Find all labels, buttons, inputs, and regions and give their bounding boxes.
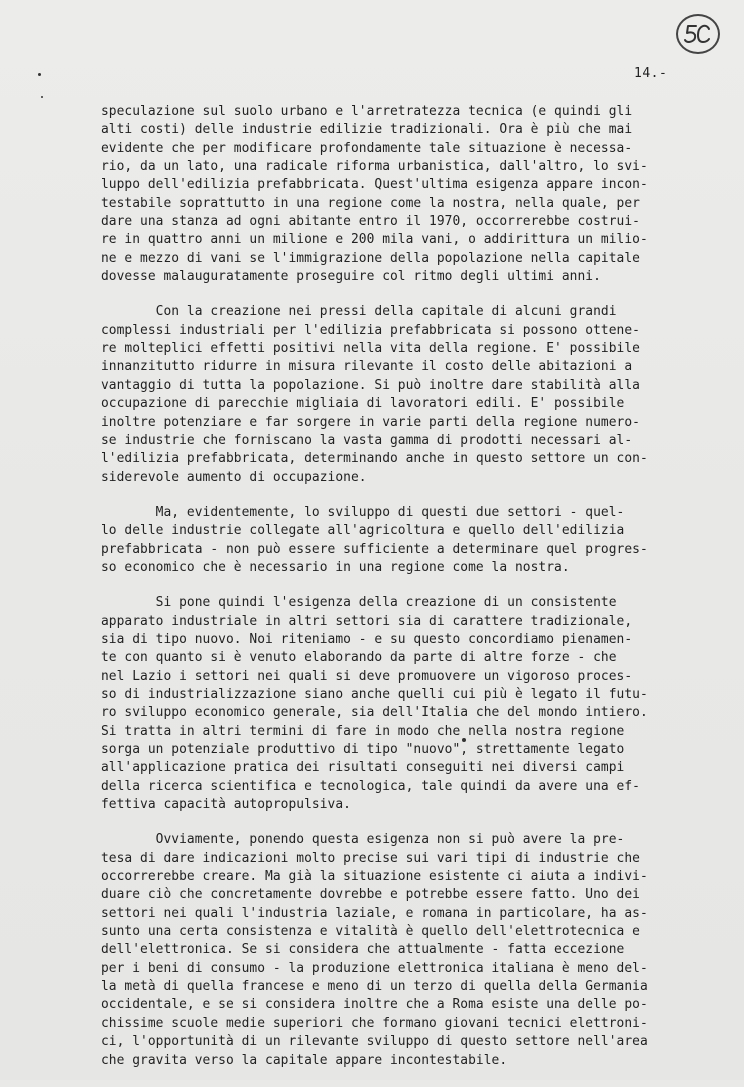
text-line: tesa di dare indicazioni molto precise sui vari tipi di industrie che <box>101 850 640 866</box>
page-number: 14.- <box>634 66 668 81</box>
punch-mark <box>41 96 43 98</box>
text-line: l'edilizia prefabbricata, determinando anche in questo settore un con- <box>101 451 648 467</box>
text-line: luppo dell'edilizia prefabbricata. Quest'ultima esigenza appare incon- <box>101 177 648 193</box>
text-line: re molteplici effetti positivi nella vita della regione. E' possibile <box>101 341 640 357</box>
text-line: rio, da un lato, una radicale riforma urbanistica, dall'altro, lo svi- <box>101 159 648 175</box>
text-line: sunto una certa consistenza e vitalità è quello dell'elettrotecnica e <box>101 924 640 940</box>
text-line: speculazione sul suolo urbano e l'arretratezza tecnica (e quindi gli <box>101 104 633 119</box>
text-line: settori nei quali l'industria laziale, e romana in particolare, ha as- <box>101 905 648 921</box>
text-line: per i beni di consumo - la produzione elettronica italiana è meno del- <box>101 960 648 976</box>
archive-stamp <box>676 14 720 54</box>
text-line: occupazione di parecchie migliaia di lavoratori edili. E' possibile <box>101 396 625 412</box>
text-line: la metà di quella francese e meno di un terzo di quella della Germania <box>101 979 648 995</box>
text-line: occidentale, e se si considera inoltre che a Roma esiste una delle po- <box>101 997 648 1013</box>
text-line: Si tratta in altri termini di fare in modo che nella nostra regione <box>101 723 625 739</box>
text-line: duare ciò che concretamente dovrebbe e potrebbe essere fatto. Uno dei <box>101 887 640 903</box>
text-line: alti costi) delle industrie edilizie tradizionali. Ora è più che mai <box>101 122 633 138</box>
text-line: che gravita verso la capitale appare incontestabile. <box>101 1052 508 1068</box>
text-line: so economico che è necessario in una regione come la nostra. <box>101 559 570 575</box>
text-line: so di industrializzazione siano anche quelli cui più è legato il futu- <box>101 686 648 702</box>
paragraph <box>101 303 701 486</box>
text-line: vantaggio di tutta la popolazione. Si può inoltre dare stabilità alla <box>101 377 640 393</box>
text-line: re in quattro anni un milione e 200 mila vani, o addirittura un milio- <box>101 232 648 248</box>
paragraph <box>101 594 701 814</box>
text-line: Ma, evidentemente, lo sviluppo di questi due settori - quel- <box>101 504 625 520</box>
text-line: occorrerebbe creare. Ma già la situazione esistente ci aiuta a indivi- <box>101 869 648 885</box>
text-line: se industrie che forniscano la vasta gamma di prodotti necessari al- <box>101 432 633 448</box>
text-line: lo delle industrie collegate all'agricoltura e quello dell'edilizia <box>101 523 625 539</box>
text-line: dare una stanza ad ogni abitante entro il 1970, occorrerebbe costrui- <box>101 214 640 230</box>
text-line: apparato industriale in altri settori sia di carattere tradizionale, <box>101 613 633 629</box>
paragraph <box>101 103 701 286</box>
text-line: fettiva capacità autopropulsiva. <box>101 797 351 813</box>
paragraph <box>101 831 701 1069</box>
text-line: ro sviluppo economico generale, sia dell'Italia che del mondo intiero. <box>101 705 648 721</box>
text-line: ne e mezzo di vani se l'immigrazione della popolazione nella capitale <box>101 250 640 266</box>
text-line: Con la creazione nei pressi della capitale di alcuni grandi <box>101 304 617 320</box>
text-line: sia di tipo nuovo. Noi riteniamo - e su questo concordiamo pienamen- <box>101 631 633 647</box>
text-line: dell'elettronica. Se si considera che attualmente - fatta eccezione <box>101 942 625 958</box>
text-line: complessi industriali per l'edilizia prefabbricata si possono ottene- <box>101 322 640 338</box>
text-line: ci, l'opportunità di un rilevante sviluppo di questo settore nell'area <box>101 1034 648 1050</box>
handwritten-page-number <box>683 22 713 46</box>
text-line: Si pone quindi l'esigenza della creazione di un consistente <box>101 595 617 611</box>
paragraph <box>101 504 701 577</box>
text-line: dovesse malauguratamente proseguire col ritmo degli ultimi anni. <box>101 269 601 285</box>
text-line: inoltre potenziare e far sorgere in varie parti della regione numero- <box>101 414 640 430</box>
text-line: prefabbricata - non può essere sufficiente a determinare quel progres- <box>101 541 648 557</box>
text-line: chissime scuole medie superiori che formano giovani tecnici elettroni- <box>101 1015 648 1031</box>
text-line: innanzitutto ridurre in misura rilevante il costo delle abitazioni a <box>101 359 633 375</box>
text-line: evidente che per modificare profondamente tale situazione è necessa- <box>101 140 633 156</box>
text-line: nel Lazio i settori nei quali si deve promuovere un vigoroso proces- <box>101 668 633 684</box>
text-line: della ricerca scientifica e tecnologica, tale quindi da avere una ef- <box>101 778 640 794</box>
text-line: te con quanto si è venuto elaborando da parte di altre forze - che <box>101 650 617 666</box>
text-line: sorga un potenziale produttivo di tipo "nuovo", strettamente legato <box>101 742 625 757</box>
text-line: siderevole aumento di occupazione. <box>101 469 367 485</box>
punch-mark <box>38 73 41 76</box>
text-line: all'applicazione pratica dei risultati conseguiti nei diversi campi <box>101 760 625 776</box>
text-line: testabile soprattutto in una regione come la nostra, nella quale, per <box>101 195 640 211</box>
body-text <box>101 103 701 1087</box>
text-line: Ovviamente, ponendo questa esigenza non si può avere la pre- <box>101 832 625 848</box>
